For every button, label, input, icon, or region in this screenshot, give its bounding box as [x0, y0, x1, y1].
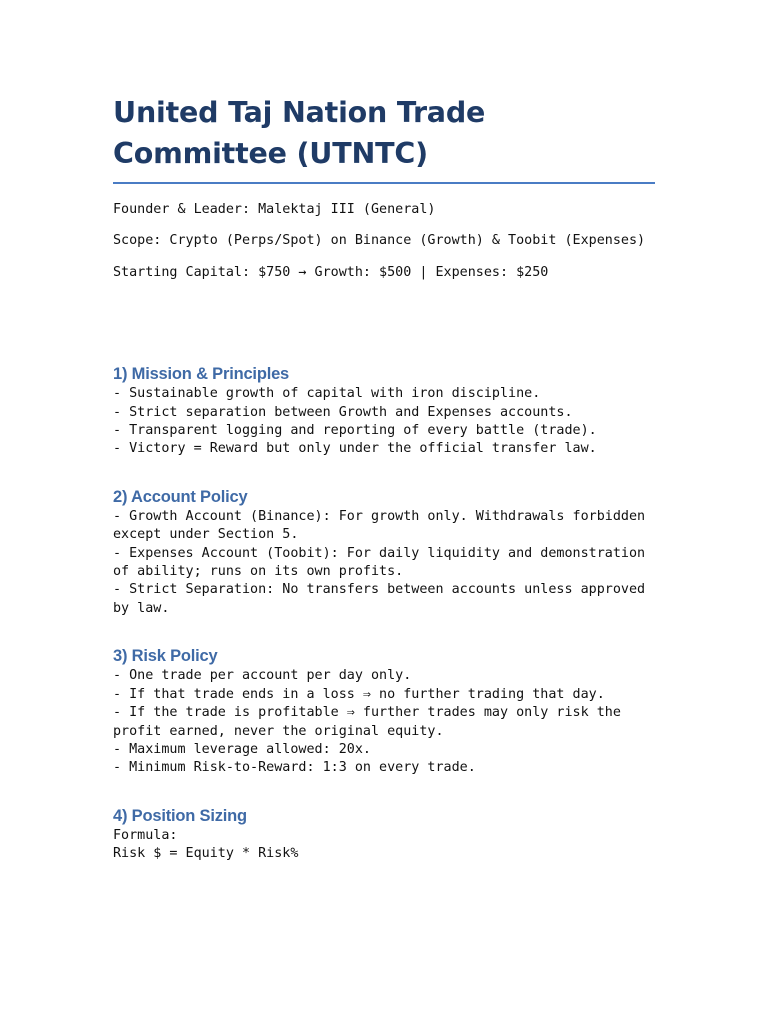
document-page	[113, 92, 655, 864]
section-heading-mission: 1) Mission & Principles	[113, 365, 290, 384]
section-body-mission: - Sustainable growth of capital with iron discipline. - Strict separation between Growth and Expenses accounts. - Transparent logging and reporting of every battle (trade). - Victory = Reward but only under the official transfer law.	[113, 386, 597, 457]
section-heading-account-policy: 2) Account Policy	[113, 487, 248, 506]
section-heading-position-sizing: 4) Position Sizing	[113, 806, 247, 825]
founder-line: Founder & Leader: Malektaj III (General)	[113, 202, 436, 217]
section-body-risk-policy: - One trade per account per day only. - If that trade ends in a loss ⇒ no further trading that day. - If the trade is profitable ⇒ further trades may only risk the profit earned, never the original equity. - Maximum leverage allowed: 20x. - Minimum Risk-to-Reward: 1:3 on every trade.	[113, 668, 621, 776]
section-heading-risk-policy: 3) Risk Policy	[113, 647, 218, 666]
capital-line: Starting Capital: $750 → Growth: $500 | Expenses: $250	[113, 264, 549, 280]
section-body-account-policy: - Growth Account (Binance): For growth only. Withdrawals forbidden except under Section 5. - Expenses Account (Toobit): For daily liquidity and demonstration of ability; runs on its own profits. - Strict Separation: No transfers between accounts unless approved by law.	[113, 508, 646, 616]
scope-line: Scope: Crypto (Perps/Spot) on Binance (Growth) & Toobit (Expenses)	[113, 233, 646, 249]
section-body-position-sizing: Formula: Risk $ = Equity * Risk%	[113, 827, 299, 862]
document-title: United Taj Nation Trade Committee (UTNTC)	[113, 92, 655, 184]
